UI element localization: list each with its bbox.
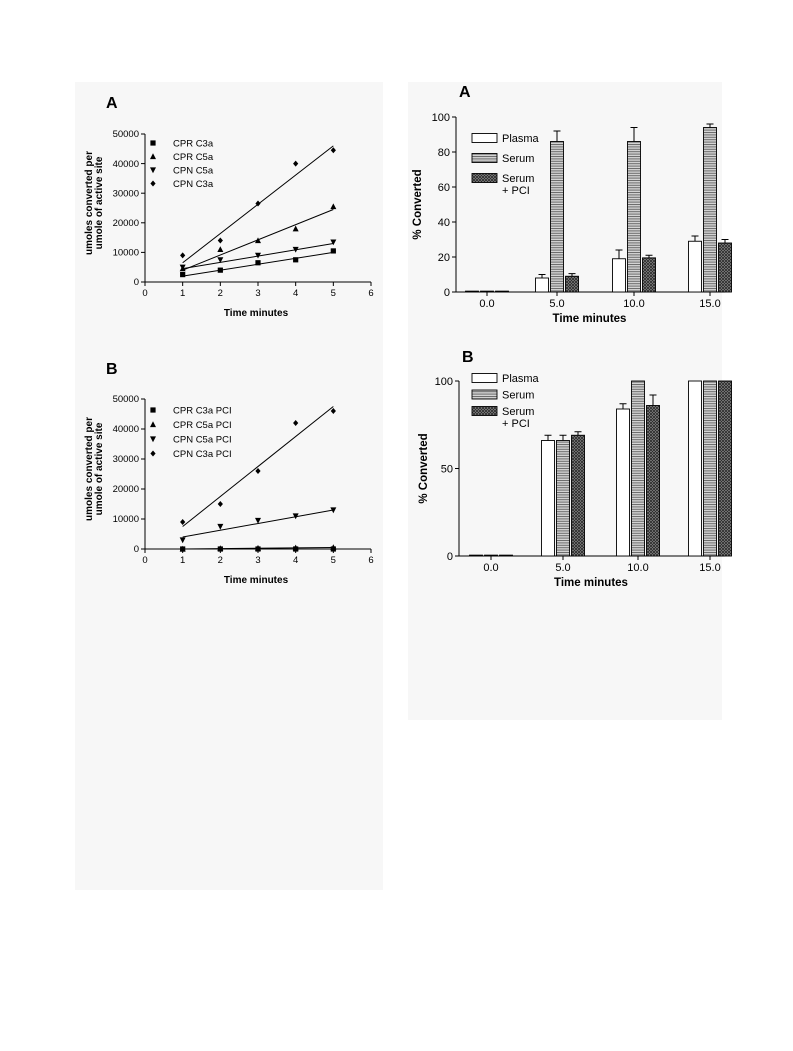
bar <box>719 243 732 292</box>
series-cpn-c5a-pci <box>180 507 337 543</box>
legend-entry <box>472 173 534 197</box>
y-tick-label: 100 <box>431 112 450 124</box>
y-tick-label: 0 <box>133 277 139 289</box>
data-point <box>293 420 298 426</box>
legend-entry <box>150 166 214 177</box>
data-point <box>293 257 298 262</box>
y-tick-label: 0 <box>446 551 453 563</box>
legend-marker <box>150 181 155 187</box>
legend-entry <box>472 390 534 402</box>
legend-swatch <box>472 374 497 383</box>
legend-entry <box>472 373 540 385</box>
y-tick-label: 20 <box>437 252 450 264</box>
x-axis-label: Time minutes <box>223 308 289 319</box>
series-cpr-c3a <box>180 248 336 277</box>
bar <box>500 555 513 556</box>
x-tick-label: 5 <box>330 288 336 299</box>
legend-label: + PCI <box>502 185 530 197</box>
panel-label: A <box>459 84 471 101</box>
y-tick-label: 50000 <box>112 129 139 141</box>
data-point <box>331 248 336 253</box>
bar <box>617 409 630 556</box>
bar <box>704 128 717 293</box>
legend-label: Serum <box>502 406 535 418</box>
legend-label: CPN C5a <box>173 165 214 177</box>
legend-marker <box>150 140 155 145</box>
legend-marker <box>150 167 156 173</box>
y-tick-label: 20000 <box>112 484 139 496</box>
data-point <box>218 268 223 273</box>
bar <box>689 241 702 292</box>
legend-entry <box>472 153 534 165</box>
legend-label: CPR C5a PCI <box>173 420 232 431</box>
legend-label: CPN C3a <box>173 179 214 190</box>
data-point <box>331 147 336 153</box>
bar <box>470 555 483 556</box>
x-tick-label: 6 <box>368 555 374 566</box>
y-tick-label: 30000 <box>112 454 139 466</box>
bar <box>536 278 549 292</box>
y-tick-label: 10000 <box>112 514 139 526</box>
x-axis-label: Time minutes <box>552 313 627 325</box>
bar <box>481 291 494 292</box>
legend-swatch <box>472 134 497 143</box>
x-tick-label: 3 <box>255 288 261 299</box>
series-cpn-c5a <box>180 239 337 270</box>
x-tick-label: 10.0 <box>627 562 649 574</box>
bar <box>632 381 645 556</box>
y-tick-label: 40000 <box>112 424 139 436</box>
y-axis-label: umoles converted per <box>84 151 95 255</box>
line-chart-a-0 <box>84 95 374 319</box>
legend-marker <box>150 421 156 427</box>
legend-entry <box>150 449 231 460</box>
data-point <box>330 203 336 209</box>
legend-label: Serum <box>502 389 535 402</box>
x-tick-label: 3 <box>255 555 261 566</box>
x-axis-label: Time minutes <box>223 575 289 586</box>
y-tick-label: 10000 <box>112 247 139 259</box>
data-point <box>218 501 223 507</box>
bar-chart-b-1 <box>418 349 732 589</box>
bar <box>557 441 570 557</box>
legend-marker <box>150 451 155 457</box>
panel-label: B <box>106 361 118 378</box>
bar <box>572 435 585 556</box>
x-tick-label: 5.0 <box>555 562 571 574</box>
y-tick-label: 30000 <box>112 188 139 200</box>
x-tick-label: 0 <box>142 288 148 299</box>
legend-marker <box>150 407 155 412</box>
legend-label: Serum <box>502 173 535 185</box>
x-tick-label: 1 <box>180 555 186 566</box>
bar <box>613 259 626 292</box>
bar <box>647 406 660 557</box>
legend-entry <box>150 152 214 163</box>
panel-label: A <box>106 95 118 112</box>
bar <box>643 258 656 292</box>
y-tick-label: 100 <box>434 376 453 388</box>
y-tick-label: 0 <box>133 544 139 556</box>
y-axis-label: umole of active site <box>94 156 105 250</box>
bar <box>496 291 509 292</box>
legend-label: CPN C5a PCI <box>173 434 232 446</box>
x-tick-label: 5.0 <box>549 298 565 310</box>
series-cpn-c3a <box>180 146 336 263</box>
x-tick-label: 4 <box>293 288 299 299</box>
y-tick-label: 50 <box>440 463 453 476</box>
y-axis-label: % Converted <box>418 433 430 504</box>
bar <box>719 381 732 556</box>
data-point <box>293 226 299 232</box>
legend-label: CPR C3a PCI <box>173 405 232 417</box>
data-point <box>217 246 223 252</box>
x-tick-label: 10.0 <box>623 298 645 310</box>
x-tick-label: 0.0 <box>479 298 495 310</box>
legend-swatch <box>472 407 497 416</box>
y-tick-label: 20000 <box>112 218 139 229</box>
legend-entry <box>472 406 534 430</box>
data-point <box>180 252 185 258</box>
bar <box>628 142 641 293</box>
data-point <box>180 272 185 277</box>
legend-entry <box>472 133 540 145</box>
bar <box>704 381 717 556</box>
legend-marker <box>150 436 156 442</box>
legend-label: CPR C3a <box>173 138 214 150</box>
legend-entry <box>150 406 231 417</box>
x-tick-label: 1 <box>180 288 186 299</box>
bar <box>485 555 498 556</box>
legend-swatch <box>472 154 497 163</box>
legend-label: Serum <box>502 153 535 165</box>
data-point <box>255 260 260 265</box>
bar <box>542 441 555 557</box>
panel-label: B <box>462 349 474 366</box>
legend-label: Plasma <box>502 373 539 385</box>
legend-entry <box>150 420 232 431</box>
y-axis-label: % Converted <box>412 169 424 240</box>
y-tick-label: 80 <box>437 147 450 159</box>
bar <box>466 291 479 292</box>
bar <box>551 142 564 293</box>
x-tick-label: 15.0 <box>699 298 721 310</box>
data-point <box>293 161 298 167</box>
x-axis-label: Time minutes <box>554 577 628 589</box>
legend-label: + PCI <box>502 418 530 430</box>
y-axis-label: umole of active site <box>94 422 105 516</box>
legend-entry <box>150 179 213 190</box>
bar <box>566 276 579 292</box>
x-tick-label: 2 <box>217 288 223 299</box>
y-tick-label: 40 <box>437 217 450 229</box>
legend-label: Plasma <box>502 133 539 145</box>
legend-entry <box>150 139 213 150</box>
x-tick-label: 4 <box>293 555 299 566</box>
data-point <box>218 238 223 244</box>
legend-entry <box>150 435 232 446</box>
x-tick-label: 5 <box>330 555 336 566</box>
x-tick-label: 2 <box>217 555 223 566</box>
bar <box>689 381 702 556</box>
legend-swatch <box>472 390 497 399</box>
series-cpr-c5a-pci <box>180 544 337 551</box>
x-tick-label: 15.0 <box>699 562 721 574</box>
x-tick-label: 0 <box>142 555 148 566</box>
y-tick-label: 60 <box>437 182 450 194</box>
legend-label: CPN C3a PCI <box>173 449 232 460</box>
x-tick-label: 6 <box>368 288 374 299</box>
data-point <box>331 408 336 414</box>
y-tick-label: 40000 <box>112 158 139 170</box>
legend-label: CPR C5a <box>173 152 214 163</box>
legend-marker <box>150 153 156 159</box>
data-point <box>217 524 223 530</box>
data-point <box>180 519 185 525</box>
y-axis-label: umoles converted per <box>84 417 95 521</box>
bar-chart-a-0 <box>412 84 732 325</box>
legend-swatch <box>472 174 497 183</box>
x-tick-label: 0.0 <box>483 562 499 574</box>
y-tick-label: 0 <box>443 287 450 299</box>
y-tick-label: 50000 <box>112 394 139 406</box>
data-point <box>180 537 186 543</box>
data-point <box>255 468 260 474</box>
line-chart-b-1 <box>84 361 374 586</box>
